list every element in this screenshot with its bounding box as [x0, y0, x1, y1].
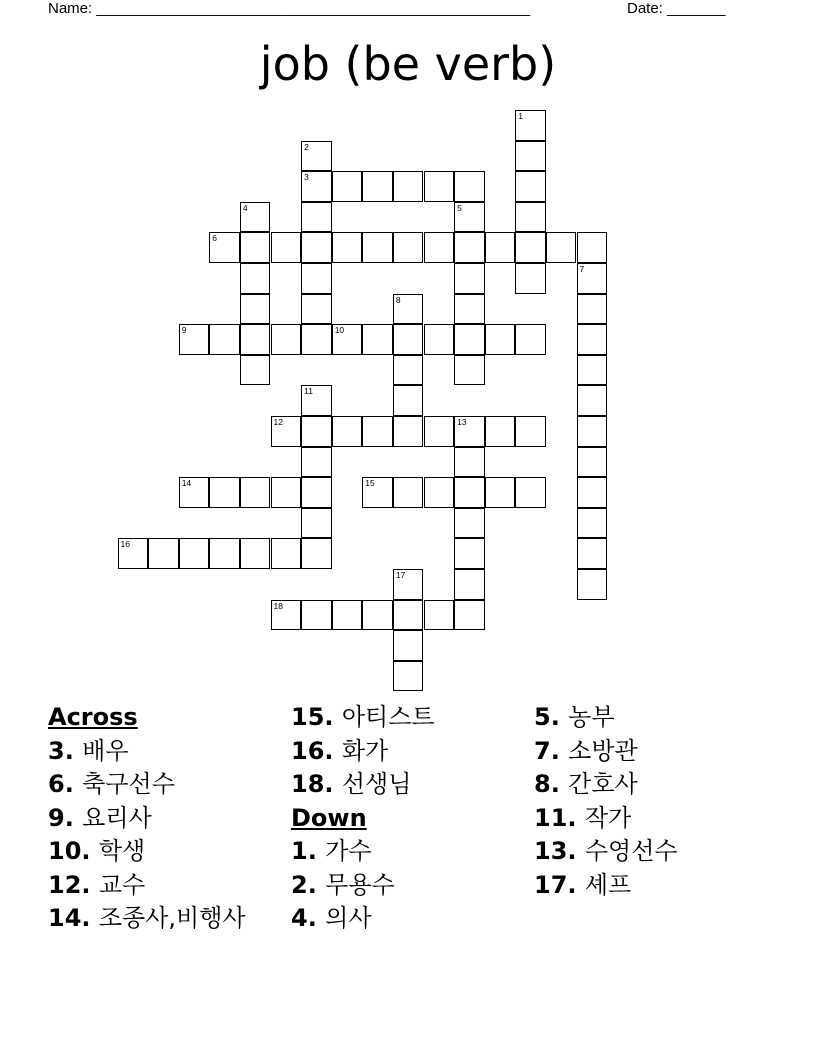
clue-item [291, 701, 435, 735]
clue-number: 1. [291, 837, 326, 865]
clue-text: 무용수 [325, 870, 395, 899]
grid-cell[interactable] [271, 538, 302, 569]
clue-number: 9. [48, 803, 83, 832]
grid-cell[interactable] [362, 232, 393, 263]
grid-cell[interactable] [209, 538, 240, 569]
grid-cell[interactable] [454, 538, 485, 569]
clue-number: 18. [291, 770, 342, 798]
grid-cell[interactable] [454, 477, 485, 508]
grid-cell[interactable] [393, 569, 424, 600]
clue-text: 요리사 [82, 803, 152, 832]
grid-cell[interactable] [271, 324, 302, 355]
grid-cell[interactable] [424, 171, 455, 202]
grid-cell[interactable] [424, 324, 455, 355]
clue-text: 축구선수 [82, 770, 175, 798]
grid-cell[interactable] [515, 263, 546, 294]
grid-cell[interactable] [332, 232, 363, 263]
grid-cell[interactable] [393, 477, 424, 508]
grid-cell[interactable] [393, 294, 424, 325]
grid-cell[interactable] [393, 630, 424, 661]
grid-cell[interactable] [240, 294, 271, 325]
clue-number: 7. [534, 736, 569, 765]
grid-cell[interactable] [393, 232, 424, 263]
clue-item [291, 835, 435, 869]
grid-cell[interactable] [577, 416, 608, 447]
name-field: Name: ____________________________________________________ [48, 0, 531, 17]
clue-item [534, 802, 678, 836]
clue-text: 수영선수 [584, 837, 678, 865]
grid-cell[interactable] [515, 416, 546, 447]
grid-cell[interactable] [362, 600, 393, 631]
grid-cell[interactable] [209, 477, 240, 508]
grid-cell[interactable] [332, 600, 363, 631]
grid-cell[interactable] [393, 171, 424, 202]
clue-number: 11. [534, 803, 585, 832]
grid-cell[interactable] [301, 538, 332, 569]
grid-cell[interactable] [362, 477, 393, 508]
clue-item [48, 802, 246, 836]
cell-number: 18 [273, 600, 283, 611]
grid-cell[interactable] [209, 232, 240, 263]
grid-cell[interactable] [148, 538, 179, 569]
cell-number: 5 [457, 202, 462, 213]
clue-item [48, 768, 246, 802]
clue-number: 10. [48, 837, 99, 865]
grid-cell[interactable] [118, 538, 149, 569]
clue-item [291, 768, 435, 802]
grid-cell[interactable] [393, 416, 424, 447]
clue-item [48, 902, 246, 936]
grid-cell[interactable] [515, 477, 546, 508]
clue-item [48, 735, 246, 769]
grid-cell[interactable] [301, 141, 332, 172]
grid-cell[interactable] [577, 538, 608, 569]
grid-cell[interactable] [240, 355, 271, 386]
grid-cell[interactable] [454, 202, 485, 233]
grid-cell[interactable] [332, 324, 363, 355]
grid-cell[interactable] [301, 202, 332, 233]
grid-cell[interactable] [454, 171, 485, 202]
grid-cell[interactable] [301, 447, 332, 478]
cell-number: 11 [304, 386, 313, 397]
clue-text: 아티스트 [341, 703, 435, 731]
clue-number: 3. [48, 736, 83, 765]
grid-cell[interactable] [454, 232, 485, 263]
grid-cell[interactable] [362, 324, 393, 355]
clue-number: 5. [534, 703, 569, 731]
grid-cell[interactable] [515, 171, 546, 202]
grid-cell[interactable] [485, 477, 516, 508]
grid-cell[interactable] [179, 477, 210, 508]
cell-number: 1 [518, 111, 524, 121]
clue-text: 학생 [98, 837, 146, 865]
grid-cell[interactable] [362, 416, 393, 447]
cell-number: 10 [334, 325, 345, 336]
grid-cell[interactable] [454, 600, 485, 631]
grid-cell[interactable] [301, 232, 332, 263]
grid-cell[interactable] [424, 477, 455, 508]
clue-number: 17. [534, 870, 585, 899]
cell-number: 6 [212, 233, 218, 244]
grid-cell[interactable] [424, 416, 455, 447]
grid-cell[interactable] [577, 569, 608, 600]
grid-cell[interactable] [240, 538, 271, 569]
clue-text: 가수 [325, 837, 372, 865]
grid-cell[interactable] [515, 141, 546, 172]
grid-cell[interactable] [301, 171, 332, 202]
grid-cell[interactable] [454, 416, 485, 447]
clue-number: 4. [291, 904, 326, 932]
grid-cell[interactable] [301, 324, 332, 355]
clue-item [534, 768, 678, 802]
clue-text: 화가 [341, 736, 389, 765]
cell-number: 12 [273, 417, 283, 427]
grid-cell[interactable] [301, 508, 332, 539]
clue-text: 소방관 [568, 736, 638, 765]
clue-number: 15. [291, 703, 342, 731]
clue-text: 배우 [82, 736, 129, 765]
grid-cell[interactable] [424, 600, 455, 631]
grid-cell[interactable] [577, 355, 608, 386]
clue-number: 14. [48, 904, 99, 932]
clue-number: 6. [48, 770, 83, 798]
grid-cell[interactable] [332, 171, 363, 202]
clue-column-3 [534, 701, 678, 902]
clue-item [48, 835, 246, 869]
grid-cell[interactable] [393, 324, 424, 355]
cell-number: 14 [181, 478, 192, 489]
cell-number: 3 [304, 172, 309, 183]
clue-item [291, 869, 435, 903]
grid-cell[interactable] [240, 232, 271, 263]
clue-text: 선생님 [341, 770, 412, 798]
clue-number: 8. [534, 770, 569, 798]
clue-text: 작가 [584, 803, 632, 832]
clue-item [48, 869, 246, 903]
grid-cell[interactable] [515, 232, 546, 263]
clue-item [534, 735, 678, 769]
clue-text: 농부 [568, 703, 615, 731]
grid-cell[interactable] [240, 263, 271, 294]
puzzle-title: job (be verb) [259, 37, 557, 91]
clue-heading: Across [48, 703, 138, 731]
clue-number: 16. [291, 736, 342, 765]
clue-text: 교수 [98, 870, 146, 899]
grid-cell[interactable] [577, 477, 608, 508]
grid-cell[interactable] [393, 355, 424, 386]
grid-cell[interactable] [362, 171, 393, 202]
grid-cell[interactable] [301, 477, 332, 508]
grid-cell[interactable] [301, 385, 332, 416]
cell-number: 4 [242, 202, 248, 213]
grid-cell[interactable] [546, 232, 577, 263]
grid-cell[interactable] [577, 385, 608, 416]
grid-cell[interactable] [515, 202, 546, 233]
clue-number: 13. [534, 837, 585, 865]
grid-cell[interactable] [577, 294, 608, 325]
cell-number: 15 [365, 478, 375, 489]
clue-number: 2. [291, 870, 326, 899]
grid-cell[interactable] [393, 600, 424, 631]
cell-number: 7 [579, 264, 585, 274]
clue-item [534, 701, 678, 735]
grid-cell[interactable] [209, 324, 240, 355]
grid-cell[interactable] [240, 324, 271, 355]
grid-cell[interactable] [301, 416, 332, 447]
grid-cell[interactable] [485, 232, 516, 263]
grid-cell[interactable] [454, 324, 485, 355]
clue-column-2 [291, 701, 435, 936]
grid-cell[interactable] [393, 385, 424, 416]
grid-cell[interactable] [577, 447, 608, 478]
cell-number: 13 [457, 417, 467, 427]
cell-number: 8 [395, 294, 401, 305]
grid-cell[interactable] [271, 416, 302, 447]
clue-item [534, 835, 678, 869]
grid-cell[interactable] [424, 232, 455, 263]
grid-cell[interactable] [577, 263, 608, 294]
clue-heading: Down [291, 803, 367, 832]
grid-cell[interactable] [393, 661, 424, 692]
clue-item [291, 902, 435, 936]
grid-cell[interactable] [301, 600, 332, 631]
grid-cell[interactable] [332, 416, 363, 447]
grid-cell[interactable] [454, 263, 485, 294]
clue-number: 12. [48, 870, 99, 899]
clue-item [291, 735, 435, 769]
grid-cell[interactable] [454, 355, 485, 386]
grid-cell[interactable] [515, 110, 546, 141]
grid-cell[interactable] [454, 294, 485, 325]
clue-text: 의사 [325, 904, 372, 932]
clue-text: 간호사 [568, 770, 638, 798]
cell-number: 16 [120, 539, 130, 550]
grid-cell[interactable] [271, 600, 302, 631]
grid-cell[interactable] [485, 416, 516, 447]
grid-cell[interactable] [179, 538, 210, 569]
grid-cell[interactable] [577, 232, 608, 263]
grid-cell[interactable] [301, 294, 332, 325]
grid-cell[interactable] [485, 324, 516, 355]
grid-cell[interactable] [515, 324, 546, 355]
grid-cell[interactable] [240, 202, 271, 233]
grid-cell[interactable] [454, 508, 485, 539]
cell-number: 17 [395, 570, 406, 580]
grid-cell[interactable] [271, 477, 302, 508]
grid-cell[interactable] [179, 324, 210, 355]
clue-text: 조종사,비행사 [98, 904, 246, 932]
clue-text: 셰프 [584, 870, 632, 899]
grid-cell[interactable] [271, 232, 302, 263]
cell-number: 9 [181, 325, 187, 336]
clue-column-1 [48, 701, 246, 936]
cell-number: 2 [304, 141, 309, 152]
grid-cell[interactable] [301, 263, 332, 294]
grid-cell[interactable] [577, 324, 608, 355]
grid-cell[interactable] [454, 569, 485, 600]
clue-item [534, 869, 678, 903]
date-field: Date: _______ [627, 0, 726, 17]
grid-cell[interactable] [240, 477, 271, 508]
grid-cell[interactable] [454, 447, 485, 478]
grid-cell[interactable] [577, 508, 608, 539]
